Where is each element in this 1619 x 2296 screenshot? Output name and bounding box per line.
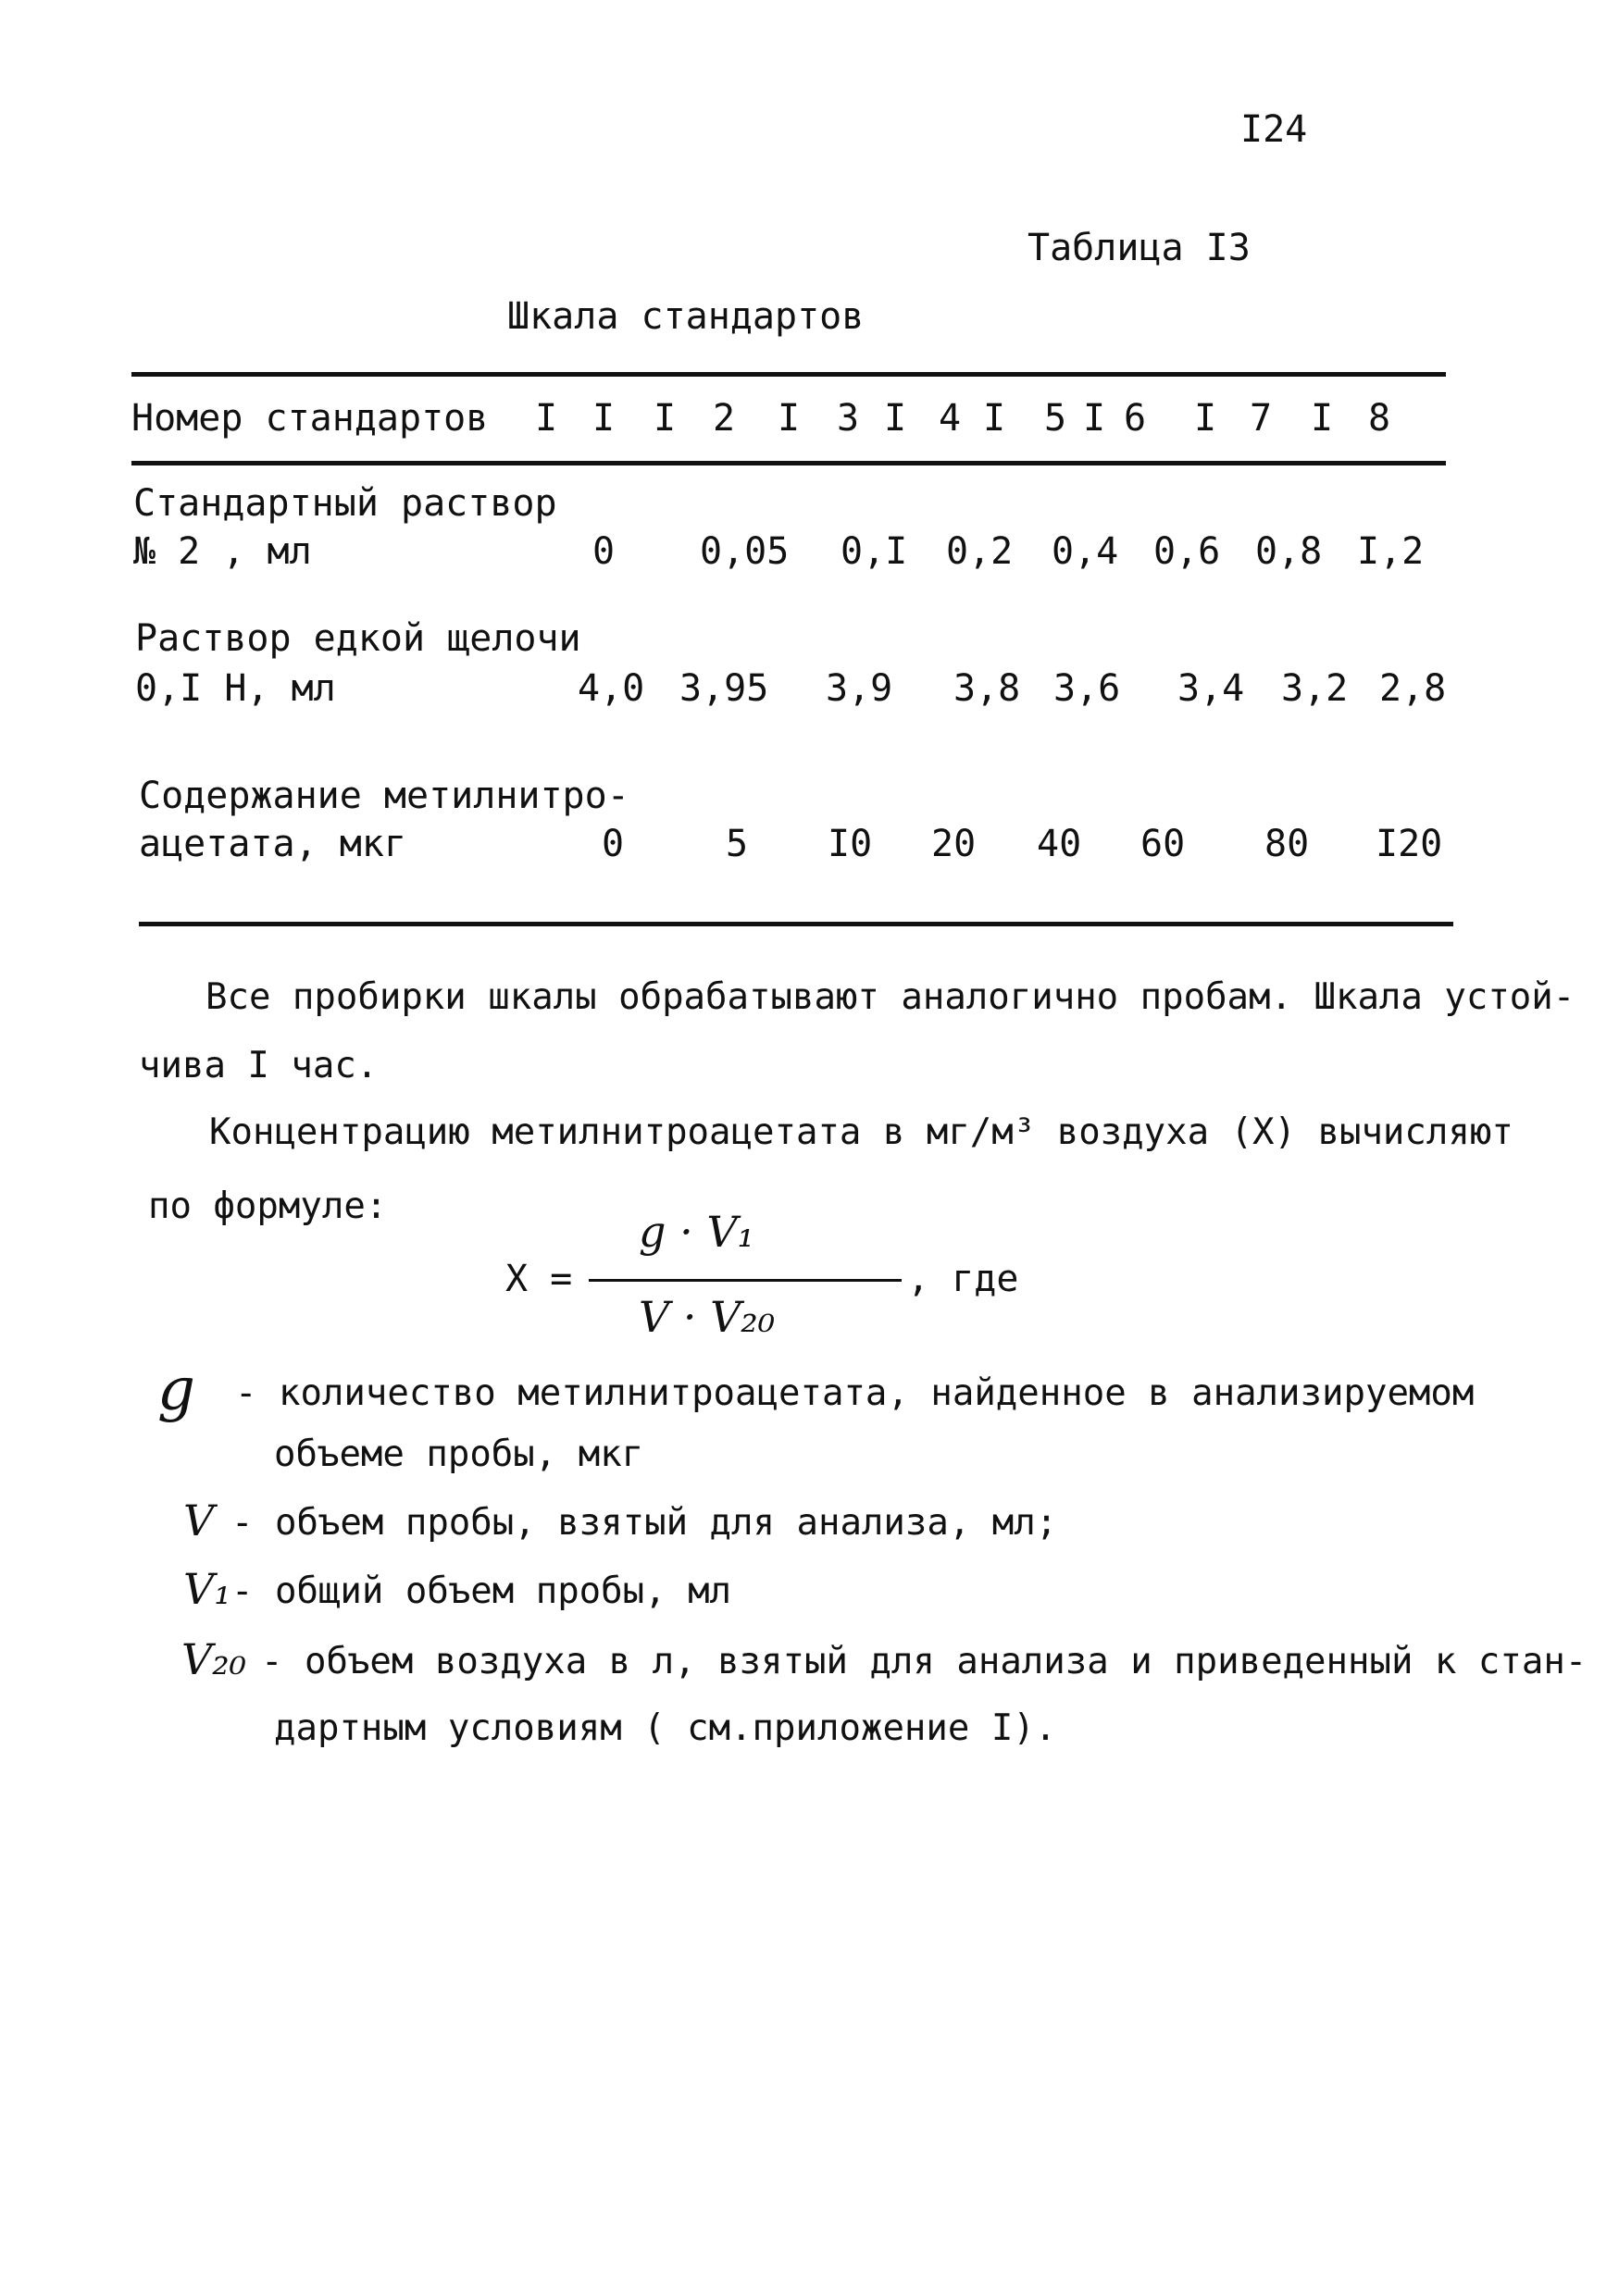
page-number: I24 <box>1240 108 1308 151</box>
paragraph-line: чива I час. <box>139 1045 379 1086</box>
header-col-6: 6 <box>1124 397 1147 440</box>
table-cell: 3,2 <box>1281 667 1349 710</box>
row-label: Раствор едкой щелочи <box>135 617 581 660</box>
table-cell: 0,I <box>841 530 908 573</box>
header-col-1: I <box>592 397 616 440</box>
formula-lhs: Х = <box>505 1258 573 1300</box>
table-cell: I,2 <box>1357 530 1425 573</box>
header-col-7: 7 <box>1250 397 1273 440</box>
table-bottom-rule <box>139 922 1453 926</box>
fraction-bar <box>589 1279 902 1282</box>
header-separator: I <box>1194 397 1217 440</box>
header-label: Номер стандартов <box>131 397 489 440</box>
paragraph-line: Все пробирки шкалы обрабатывают аналогично пробам. Шкала устой- <box>205 976 1575 1018</box>
definition-symbol: g <box>157 1356 195 1424</box>
table-cell: I20 <box>1376 823 1443 865</box>
table-cell: 0 <box>592 530 616 573</box>
definition-text: дартным условиям ( см.приложение I). <box>274 1707 1057 1749</box>
table-cell: 20 <box>931 823 977 865</box>
row-label: Стандартный раствор <box>133 482 557 525</box>
row-label: № 2 , мл <box>133 530 312 573</box>
table-cell: 40 <box>1037 823 1082 865</box>
paragraph-line: Концентрацию метилнитроацетата в мг/м³ воздуха (Х) вычисляют <box>209 1111 1513 1153</box>
formula-numerator: g · V₁ <box>639 1207 754 1257</box>
table-top-rule <box>131 372 1446 377</box>
definition-text: - общий объем пробы, мл <box>231 1570 732 1612</box>
table-cell: 0,05 <box>700 530 790 573</box>
table-cell: 0,4 <box>1052 530 1119 573</box>
header-separator: I <box>535 397 558 440</box>
header-separator: I <box>654 397 677 440</box>
header-col-4: 4 <box>939 397 962 440</box>
table-cell: 0,6 <box>1153 530 1221 573</box>
row-label: ацетата, мкг <box>139 823 406 865</box>
table-header-rule <box>131 461 1446 465</box>
header-col-2: 2 <box>713 397 736 440</box>
header-separator: I <box>1311 397 1334 440</box>
table-cell: I0 <box>828 823 873 865</box>
definition-text: объеме пробы, мкг <box>274 1433 644 1475</box>
table-cell: 3,9 <box>826 667 893 710</box>
row-label: 0,I Н, мл <box>135 667 336 710</box>
definition-text: - количество метилнитроацетата, найденное в анализируемом <box>235 1372 1475 1414</box>
table-cell: 80 <box>1264 823 1310 865</box>
table-cell: 60 <box>1140 823 1186 865</box>
table-title: Шкала стандартов <box>507 295 865 338</box>
definition-symbol: V <box>183 1496 215 1545</box>
definition-symbol: V₂₀ <box>181 1634 247 1684</box>
table-cell: 2,8 <box>1379 667 1447 710</box>
row-label: Содержание метилнитро- <box>139 775 629 817</box>
definition-symbol: V₁ <box>183 1564 231 1614</box>
table-cell: 0 <box>602 823 625 865</box>
table-cell: 0,8 <box>1255 530 1323 573</box>
header-col-8: 8 <box>1368 397 1391 440</box>
table-cell: 3,95 <box>679 667 769 710</box>
table-cell: 3,4 <box>1177 667 1245 710</box>
table-cell: 0,2 <box>946 530 1014 573</box>
header-col-3: 3 <box>837 397 860 440</box>
header-separator: I <box>1083 397 1106 440</box>
header-separator: I <box>884 397 907 440</box>
formula-suffix: , где <box>907 1258 1019 1300</box>
table-cell: 3,8 <box>953 667 1021 710</box>
table-cell: 4,0 <box>578 667 645 710</box>
definition-text: - объем пробы, взятый для анализа, мл; <box>231 1502 1058 1544</box>
formula-denominator: V · V₂₀ <box>639 1292 776 1342</box>
paragraph-line: по формуле: <box>148 1185 388 1227</box>
header-separator: I <box>983 397 1006 440</box>
table-cell: 5 <box>726 823 749 865</box>
table-cell: 3,6 <box>1053 667 1121 710</box>
header-separator: I <box>778 397 801 440</box>
header-col-5: 5 <box>1044 397 1067 440</box>
definition-text: - объем воздуха в л, взятый для анализа и приведенный к стан- <box>261 1641 1588 1682</box>
table-caption: Таблица I3 <box>1027 227 1251 269</box>
